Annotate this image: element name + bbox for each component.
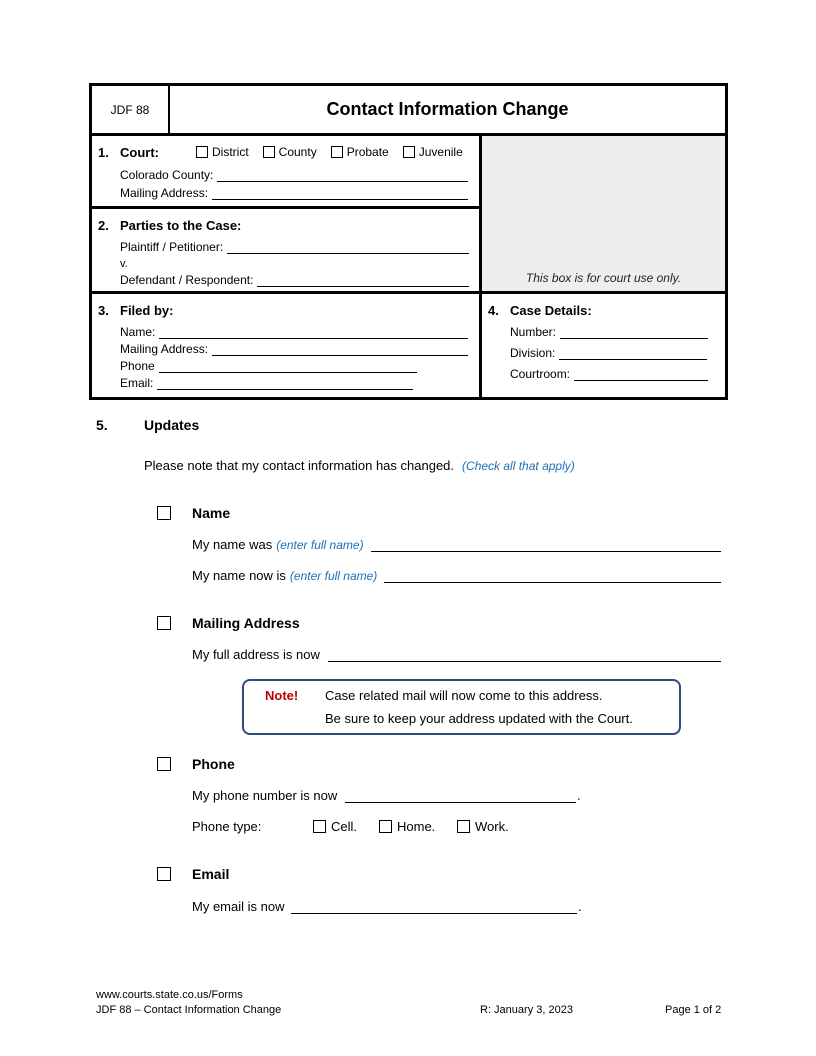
- parties-heading: [98, 218, 241, 233]
- note-line-2: Be sure to keep your address updated with the Court.: [325, 711, 633, 726]
- phone-number-field[interactable]: [345, 802, 576, 803]
- court-number: 1.: [98, 145, 109, 160]
- name-now-hint: (enter full name): [289, 569, 378, 583]
- filer-mailing-row: [120, 342, 468, 356]
- name-now-field[interactable]: [384, 582, 721, 583]
- work-label: Work.: [475, 819, 509, 834]
- filer-name-row: [120, 325, 468, 339]
- updates-intro-hint: (Check all that apply): [462, 459, 575, 473]
- courtroom-row: [510, 367, 708, 381]
- cell-label: Cell.: [331, 819, 358, 834]
- court-type-options: [196, 145, 477, 159]
- phone-number-label: My phone number is now: [192, 788, 338, 803]
- name-change-checkbox[interactable]: [157, 506, 171, 520]
- court-use-note: This box is for court use only.: [525, 271, 682, 285]
- work-checkbox[interactable]: [457, 820, 470, 833]
- mailing-address-field[interactable]: [328, 661, 721, 662]
- parties-label: Parties to the Case:: [120, 218, 242, 233]
- colorado-county-field[interactable]: [217, 171, 468, 182]
- court-mailing-field[interactable]: [212, 189, 468, 200]
- email-period: .: [578, 899, 582, 914]
- case-details-section: [482, 294, 725, 397]
- filer-phone-field[interactable]: [159, 362, 417, 373]
- probate-label: Probate: [346, 145, 389, 159]
- case-details-heading: [488, 303, 592, 318]
- filer-phone-row: [120, 359, 417, 373]
- email-field[interactable]: [291, 913, 577, 914]
- updates-number: 5.: [96, 417, 108, 433]
- note-line-1: Case related mail will now come to this address.: [325, 688, 603, 703]
- mailing-change-title: Mailing Address: [192, 615, 300, 631]
- filer-email-row: [120, 376, 413, 390]
- division-row: [510, 346, 707, 360]
- phone-type-work[interactable]: [457, 819, 509, 834]
- court-section: [92, 136, 482, 209]
- district-label: District: [212, 145, 249, 159]
- home-label: Home.: [397, 819, 436, 834]
- phone-type-cell[interactable]: [313, 819, 357, 834]
- case-number-field[interactable]: [560, 328, 708, 339]
- filer-email-field[interactable]: [157, 379, 413, 390]
- division-label: Division:: [510, 346, 556, 360]
- filed-by-number: 3.: [98, 303, 109, 318]
- updates-intro-text: Please note that my contact information has changed.: [144, 458, 455, 473]
- colorado-county-row: [120, 168, 468, 182]
- parties-number: 2.: [98, 218, 109, 233]
- court-option-juvenile[interactable]: [403, 145, 463, 159]
- court-option-district[interactable]: [196, 145, 249, 159]
- plaintiff-row: [120, 240, 469, 254]
- juvenile-checkbox[interactable]: [403, 146, 415, 158]
- name-was-row: [192, 537, 364, 552]
- parties-section: [92, 209, 482, 294]
- case-details-label: Case Details:: [510, 303, 592, 318]
- name-change-title: Name: [192, 505, 231, 521]
- juvenile-label: Juvenile: [418, 145, 463, 159]
- address-note-box: [242, 679, 681, 735]
- court-label: Court:: [120, 145, 159, 160]
- case-details-number: 4.: [488, 303, 499, 318]
- courtroom-field[interactable]: [574, 370, 708, 381]
- defendant-label: Defendant / Respondent:: [120, 273, 254, 287]
- filed-by-section: [92, 294, 482, 397]
- phone-type-label: Phone type:: [192, 819, 262, 834]
- defendant-field[interactable]: [257, 276, 469, 287]
- name-was-hint: (enter full name): [276, 538, 364, 552]
- mailing-address-label: My full address is now: [192, 647, 320, 662]
- case-number-label: Number:: [510, 325, 557, 339]
- county-checkbox[interactable]: [263, 146, 275, 158]
- email-change-checkbox[interactable]: [157, 867, 171, 881]
- court-mailing-label: Mailing Address:: [120, 186, 209, 200]
- form-title: Contact Information Change: [170, 86, 725, 136]
- filer-name-label: Name:: [120, 325, 156, 339]
- filer-phone-label: Phone: [120, 359, 155, 373]
- colorado-county-label: Colorado County:: [120, 168, 214, 182]
- name-was-field[interactable]: [371, 551, 721, 552]
- county-label: County: [278, 145, 317, 159]
- plaintiff-field[interactable]: [227, 243, 469, 254]
- cell-checkbox[interactable]: [313, 820, 326, 833]
- updates-title: Updates: [144, 417, 200, 433]
- court-use-box: [482, 136, 725, 294]
- division-field[interactable]: [559, 349, 707, 360]
- filer-name-field[interactable]: [159, 328, 468, 339]
- court-mailing-row: [120, 186, 468, 200]
- filer-mailing-label: Mailing Address:: [120, 342, 209, 356]
- note-label: Note!: [265, 688, 299, 703]
- court-heading: [98, 145, 159, 160]
- plaintiff-label: Plaintiff / Petitioner:: [120, 240, 224, 254]
- versus-text: v.: [120, 258, 128, 270]
- footer-revision: R: January 3, 2023: [480, 1004, 573, 1016]
- footer-page: Page 1 of 2: [665, 1004, 722, 1016]
- court-option-county[interactable]: [263, 145, 317, 159]
- updates-intro: [144, 458, 575, 473]
- case-number-row: [510, 325, 708, 339]
- mailing-change-checkbox[interactable]: [157, 616, 171, 630]
- name-was-label: My name was: [192, 537, 273, 552]
- filed-by-label: Filed by:: [120, 303, 174, 318]
- name-now-row: [192, 568, 377, 583]
- email-change-title: Email: [192, 866, 230, 882]
- phone-number-period: .: [577, 788, 581, 803]
- district-checkbox[interactable]: [196, 146, 208, 158]
- filer-mailing-field[interactable]: [212, 345, 468, 356]
- filer-email-label: Email:: [120, 376, 154, 390]
- phone-change-checkbox[interactable]: [157, 757, 171, 771]
- footer-website: www.courts.state.co.us/Forms: [96, 989, 243, 1001]
- courtroom-label: Courtroom:: [510, 367, 571, 381]
- phone-change-title: Phone: [192, 756, 235, 772]
- filed-by-heading: [98, 303, 173, 318]
- court-option-probate[interactable]: [331, 145, 389, 159]
- form-id: JDF 88: [92, 86, 170, 136]
- defendant-row: [120, 273, 469, 287]
- footer-form-name: JDF 88 – Contact Information Change: [96, 1004, 282, 1016]
- home-checkbox[interactable]: [379, 820, 392, 833]
- phone-type-home[interactable]: [379, 819, 435, 834]
- probate-checkbox[interactable]: [331, 146, 343, 158]
- email-label: My email is now: [192, 899, 285, 914]
- name-now-label: My name now is: [192, 568, 286, 583]
- caption-table: [89, 83, 728, 400]
